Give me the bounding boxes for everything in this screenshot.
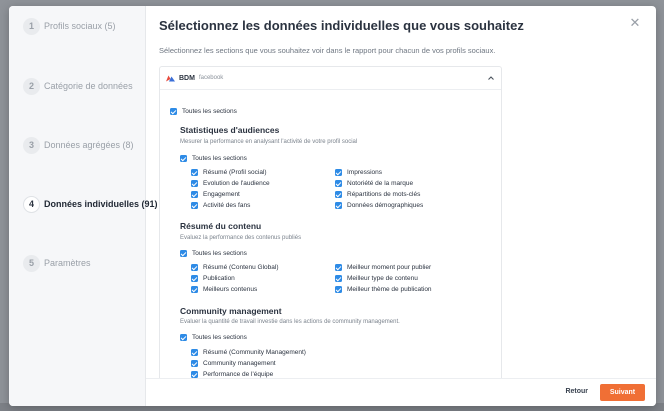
step-label: Profils sociaux (5) — [44, 21, 116, 31]
section-description: Evaluez la performance des contenus publiés — [180, 235, 302, 241]
step-parametres[interactable] — [23, 254, 91, 272]
step-number: 3 — [23, 137, 40, 154]
option-checkbox[interactable]: Résumé (Contenu Global) — [191, 264, 279, 271]
step-label: Catégorie de données — [44, 81, 133, 91]
section-title: Résumé du contenu — [180, 221, 262, 231]
section-description: Mesurer la performance en analysant l'activité de votre profil social — [180, 139, 358, 145]
section-title: Statistiques d'audiences — [180, 125, 280, 135]
option-checkbox[interactable]: Meilleur thème de publication — [335, 286, 432, 293]
step-label: Paramètres — [44, 258, 91, 268]
all-sections-checkbox[interactable]: Toutes les sections — [170, 108, 237, 115]
step-number: 4 — [23, 196, 40, 213]
option-checkbox[interactable]: Données démographiques — [335, 202, 423, 209]
option-checkbox[interactable]: Performance de l'équipe — [191, 371, 273, 378]
option-checkbox[interactable]: Impressions — [335, 169, 382, 176]
option-checkbox[interactable]: Meilleur moment pour publier — [335, 264, 431, 271]
step-donnees-individuelles[interactable] — [23, 195, 158, 213]
section-all-checkbox[interactable]: Toutes les sections — [180, 250, 247, 257]
wizard-sidebar — [9, 6, 158, 406]
next-button[interactable]: Suivant — [600, 384, 645, 401]
option-checkbox[interactable]: Meilleurs contenus — [191, 286, 257, 293]
option-checkbox[interactable]: Résumé (Community Management) — [191, 349, 306, 356]
option-checkbox[interactable]: Activité des fans — [191, 202, 250, 209]
modal-footer — [146, 378, 656, 406]
step-profils-sociaux[interactable] — [23, 17, 116, 35]
step-number: 5 — [23, 255, 40, 272]
account-header[interactable] — [160, 67, 501, 90]
section-all-checkbox[interactable]: Toutes les sections — [180, 334, 247, 341]
section-title: Community management — [180, 306, 282, 316]
chevron-up-icon[interactable] — [486, 73, 496, 83]
option-checkbox[interactable]: Répartitions de mots-clés — [335, 191, 420, 198]
section-all-checkbox[interactable]: Toutes les sections — [180, 155, 247, 162]
close-icon[interactable]: ✕ — [629, 15, 641, 30]
checkbox-checked[interactable] — [170, 108, 177, 115]
option-checkbox[interactable]: Evolution de l'audience — [191, 180, 270, 187]
option-checkbox[interactable]: Notoriété de la marque — [335, 180, 413, 187]
step-number: 1 — [23, 18, 40, 35]
option-checkbox[interactable]: Résumé (Profil social) — [191, 169, 267, 176]
option-checkbox[interactable]: Engagement — [191, 191, 240, 198]
step-label: Données agrégées (8) — [44, 140, 134, 150]
page-subtitle: Sélectionnez les sections que vous souhaitez voir dans le rapport pour chacun de vos profils sociaux. — [159, 46, 496, 55]
main-content — [146, 6, 656, 406]
step-label: Données individuelles (91) — [44, 199, 158, 209]
step-categorie-donnees[interactable] — [23, 77, 133, 95]
back-button[interactable]: Retour — [565, 388, 588, 395]
step-donnees-agregees[interactable] — [23, 136, 134, 154]
section-description: Evaluer la quantité de travail investie dans les actions de community management. — [180, 319, 400, 325]
bdm-logo-icon — [166, 74, 175, 82]
option-checkbox[interactable]: Community management — [191, 360, 276, 367]
step-number: 2 — [23, 78, 40, 95]
option-checkbox[interactable]: Publication — [191, 275, 235, 282]
report-wizard-modal — [9, 6, 656, 406]
option-checkbox[interactable]: Meilleur type de contenu — [335, 275, 418, 282]
account-panel — [159, 66, 502, 378]
page-title: Sélectionnez les données individuelles que vous souhaitez — [159, 18, 524, 33]
account-name: BDM — [179, 74, 195, 82]
account-network: facebook — [198, 75, 224, 81]
